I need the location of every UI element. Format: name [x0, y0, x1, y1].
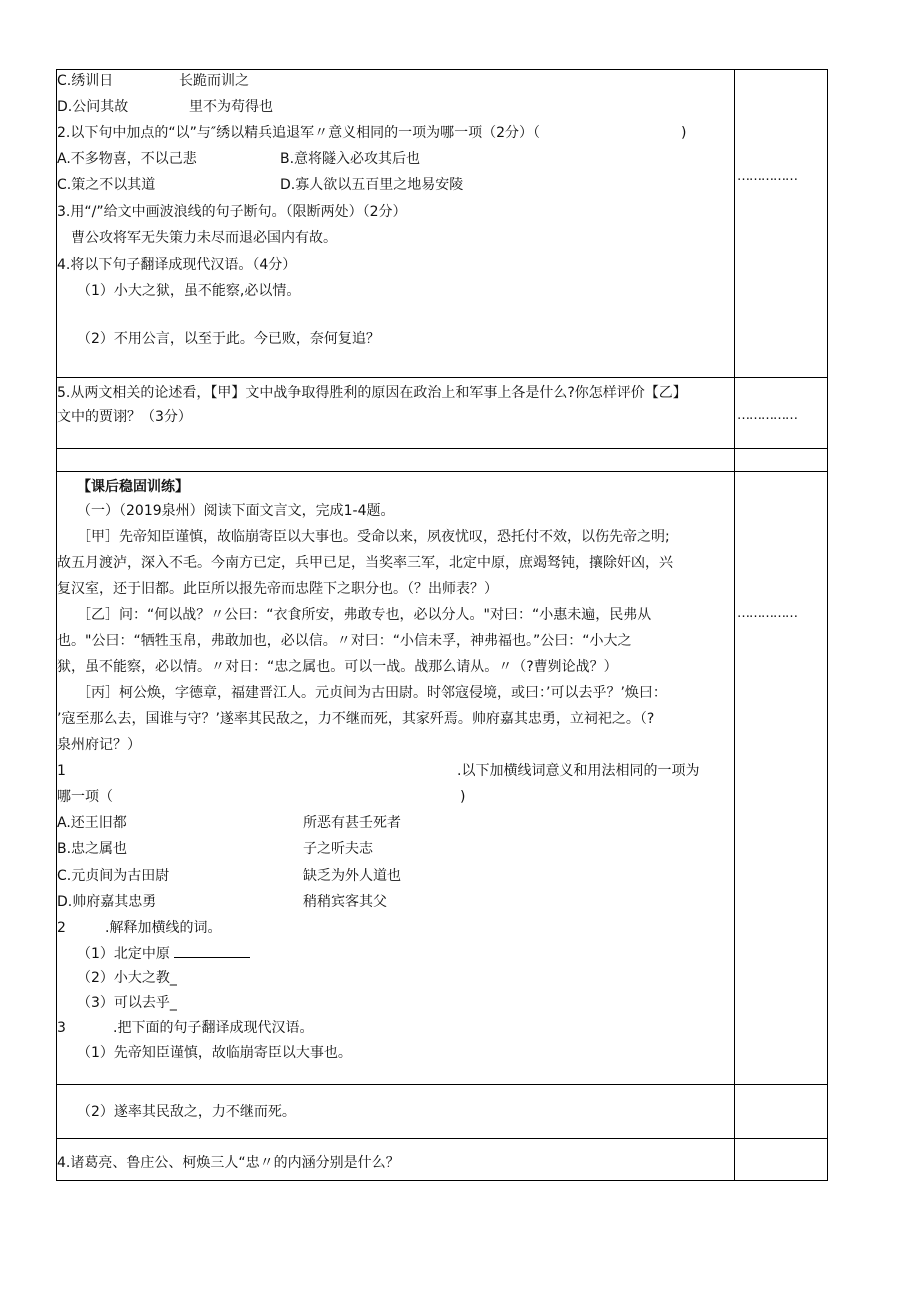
q2-option-d: D.寡人欲以五百里之地易安陵 [280, 177, 464, 193]
q1-text-cont: 哪一项（ [57, 789, 113, 805]
q1-option-right: 稍稍宾客其父 [303, 894, 387, 910]
question-5-line-2: 文中的贾诩？（3分） [57, 409, 192, 425]
q1-number: 1 [57, 763, 66, 779]
row-divider [57, 471, 827, 472]
question-2: 2.以下句中加点的“以”与″绣以精兵追退军〃意义相同的一项为哪一项（2分）（ [57, 125, 540, 141]
passage-bing-line: ’寇至那么去，国谁与守？’遂率其民敌之，力不继而死，其家歼焉。帅府嘉其忠勇，立祠祀之。（? [57, 711, 655, 727]
row-divider [57, 448, 827, 449]
passage-bing-line: 泉州府记？） [57, 737, 141, 753]
q3-number: 3 [57, 1020, 66, 1036]
score-dots: …………… [737, 606, 797, 621]
q1-paren: ) [460, 789, 466, 805]
passage-jia-line: 故五月渡泸，深入不毛。今南方已定，兵甲已足，当奖率三军，北定中原，庶竭驽钝，攘除奸凶，兴 [57, 555, 673, 571]
exercise-table [56, 69, 828, 1181]
q1-option-left: C.元贞间为古田尉 [57, 868, 170, 884]
q3-text: .把下面的句子翻译成现代汉语。 [113, 1020, 314, 1036]
q2-item: （2）小大之教_ [77, 970, 177, 986]
row-divider [57, 1084, 827, 1085]
q1-option-left: B.忠之属也 [57, 841, 128, 857]
score-dots: …………… [737, 169, 797, 184]
option-d-left: D.公问其故 [57, 99, 129, 115]
q1-option-left: D.帅府嘉其忠勇 [57, 894, 157, 910]
option-c-left: C.绣训日 [57, 73, 114, 89]
q2-item: （1）北定中原 [77, 944, 250, 963]
score-dots: …………… [737, 408, 797, 423]
question-5-line-1: 5.从两文相关的论述看，【甲】文中战争取得胜利的原因在政治上和军事上各是什么?你怎样评价【乙】 [57, 385, 687, 401]
question-4-item-2: （2）不用公言，以至于此。今已败，奈何复追？ [77, 331, 380, 347]
q1-text: .以下加横线词意义和用法相同的一项为 [457, 763, 700, 779]
q2-option-c: C.策之不以其道 [57, 177, 156, 193]
passage-jia-line: 复汉室，还于旧都。此臣所以报先帝而忠陛下之职分也。（？出师表？） [57, 581, 498, 597]
question-2-paren: ) [681, 125, 687, 141]
q3-item-2: （2）遂率其民敌之，力不继而死。 [77, 1104, 296, 1120]
question-4-item-1: （1）小大之狱，虽不能察,必以情。 [77, 283, 301, 299]
answer-blank[interactable] [174, 944, 250, 958]
q2-item: （3）可以去乎_ [77, 995, 177, 1011]
question-3: 3.用“/”给文中画波浪线的句子断句。（限断两处）（2分） [57, 204, 407, 220]
q2-option-a: A.不多物喜，不以己悲 [57, 151, 197, 167]
q1-option-right: 子之听夫志 [303, 841, 373, 857]
q2-text: .解释加横线的词。 [105, 920, 222, 936]
row-divider [57, 377, 827, 378]
row-divider [57, 1138, 827, 1139]
passage-intro: （一）（2019泉州）阅读下面文言文，完成1-4题。 [77, 503, 395, 519]
column-divider [734, 70, 735, 1180]
q1-option-right: 缺乏为外人道也 [303, 868, 401, 884]
section-heading: 【课后稳固训练】 [77, 479, 189, 495]
q2-number: 2 [57, 920, 66, 936]
option-c-right: 长跪而训之 [179, 73, 249, 89]
question-3-sentence: 曹公攻将军无失策力未尽而退必国内有故。 [71, 230, 337, 246]
passage-yi-line: 也。"公曰：“牺牲玉帛，弗敢加也，必以信。〃对曰：“小信未孚，神弗福也。”公曰：“小大之 [57, 633, 632, 649]
passage-yi-line: ［乙］问：“何以战？〃公曰：“衣食所安，弗敢专也，必以分人。"对曰：“小惠未遍，民弗从 [77, 607, 652, 623]
question-4: 4.将以下句子翻译成现代汉语。（4分） [57, 257, 297, 273]
passage-bing-line: ［丙］柯公焕，字德章，福建晋江人。元贞间为古田尉。时邻寇侵境，或曰：’可以去乎？’焕曰： [77, 685, 667, 701]
q1-option-right: 所恶有甚壬死者 [303, 815, 401, 831]
passage-yi-line: 狱，虽不能察，必以情。〃对日：“忠之属也。可以一战。战那么请从。〃（?曹刿论战？） [57, 659, 618, 675]
passage-jia-line: ［甲］先帝知臣谨慎，故临崩寄臣以大事也。受命以来，夙夜忧叹，恐托付不效，以伤先帝之明; [77, 529, 670, 545]
option-d-right: 里不为苟得也 [189, 99, 273, 115]
q2-option-b: B.意将隧入必攻其后也 [280, 151, 421, 167]
q3-item-1: （1）先帝知臣谨慎，故临崩寄臣以大事也。 [77, 1045, 352, 1061]
question-4-loyalty: 4.诸葛亮、鲁庄公、柯焕三人“忠〃的内涵分别是什么？ [57, 1155, 400, 1171]
q1-option-left: A.还王旧都 [57, 815, 127, 831]
